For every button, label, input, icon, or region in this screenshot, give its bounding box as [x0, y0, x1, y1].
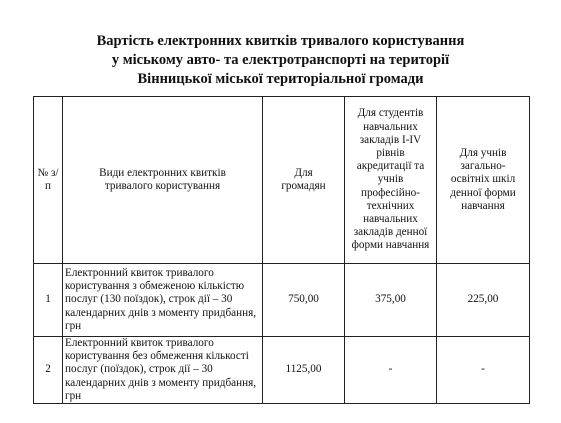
header-pupils: Для учнів загально-освітніх шкіл денної форми навчання [437, 97, 530, 264]
heading-line-3: Вінницької міської територіальної громади [137, 71, 424, 87]
row-price-pupils: - [437, 337, 530, 404]
row-number: 1 [34, 264, 63, 337]
row-price-citizens: 750,00 [263, 264, 345, 337]
header-citizens: Для громадян [263, 97, 345, 264]
ticket-price-table [33, 96, 530, 404]
row-price-pupils: 225,00 [437, 264, 530, 337]
heading-line-1: Вартість електронних квитків тривалого користування [96, 33, 465, 49]
header-students: Для студентів навчальних закладів І-ІV рівнів акредитації та учнів професійно-технічних навчальних закладів денної форми навчання [345, 97, 437, 264]
header-number: № з/п [34, 97, 63, 264]
row-price-citizens: 1125,00 [263, 337, 345, 404]
row-price-students: 375,00 [345, 264, 437, 337]
document-heading [0, 32, 561, 89]
heading-line-2: у міському авто- та електротранспорті на території [111, 52, 450, 68]
header-ticket-type: Види електронних квитків тривалого користування [63, 97, 263, 264]
table-header-row [34, 97, 530, 264]
table-row [34, 264, 530, 337]
row-price-students: - [345, 337, 437, 404]
row-ticket-type: Електронний квиток тривалого користування з обмеженою кількістю послуг (130 поїздок), строк дії – 30 календарних днів з моменту придбання, грн [63, 264, 263, 337]
table-row [34, 337, 530, 404]
row-number: 2 [34, 337, 63, 404]
row-ticket-type: Електронний квиток тривалого користування без обмеження кількості послуг (поїздок), строк дії – 30 календарних днів з моменту придбання, грн [63, 337, 263, 404]
